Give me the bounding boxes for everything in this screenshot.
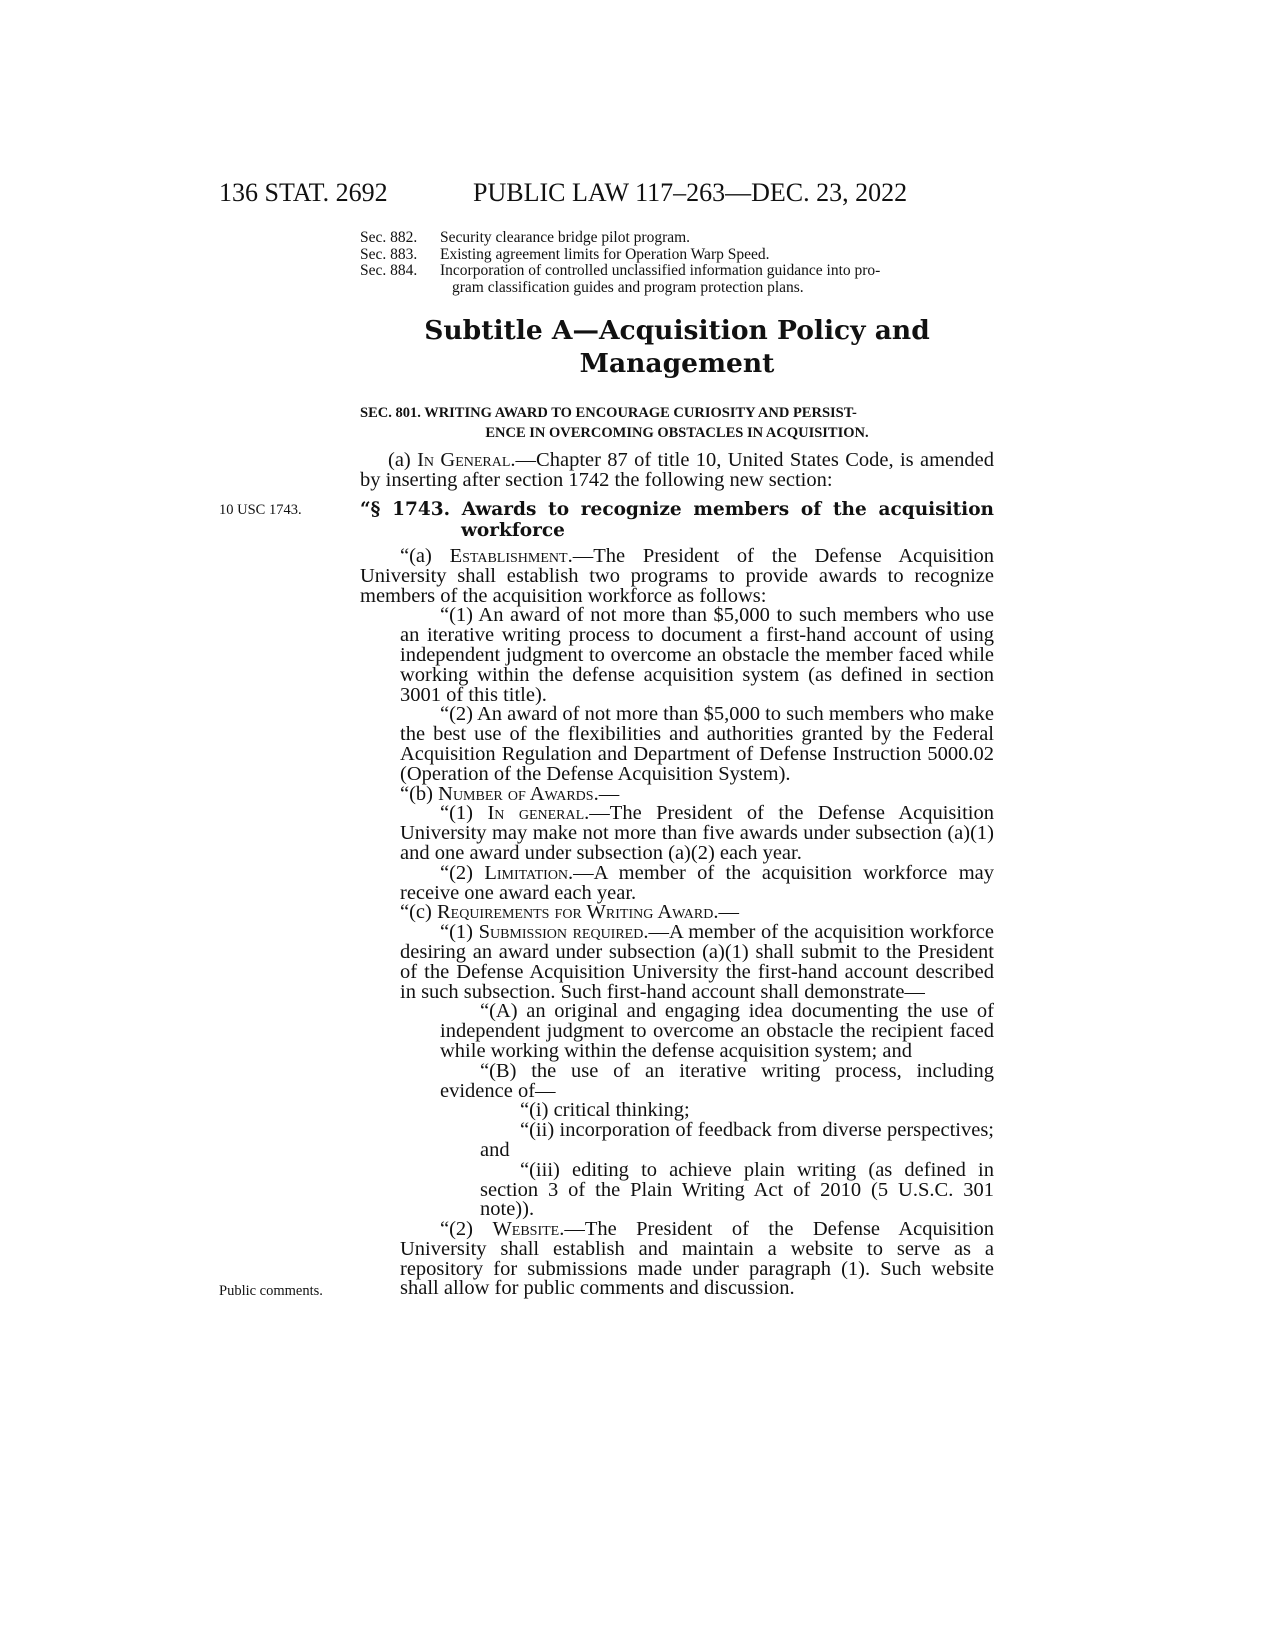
subsection-caption: In General xyxy=(417,449,511,471)
subsection-label: (a) xyxy=(388,449,418,471)
para-text: .—The President of the Defense Acquisition University shall establish two programs to provide awards to recognize members of the acquisition workforce as follows: xyxy=(360,545,994,607)
para-caption: Requirements for Writing Award xyxy=(436,901,714,924)
para-label: “(2) xyxy=(440,1218,493,1241)
para-text: .—The President of the Defense Acquisition University may make not more than five awards under subsection (a)(1) and one award under subsection (a)(2) each year. xyxy=(400,802,994,864)
toc-list xyxy=(360,230,994,296)
public-law-header: PUBLIC LAW 117–263—DEC. 23, 2022 xyxy=(473,178,908,207)
new-section-heading-line-1: “§ 1743. Awards to recognize members of the acquisition xyxy=(360,499,994,520)
para-text: .—The President of the Defense Acquisition University shall establish and maintain a website to serve as a repository for submissions made under paragraph (1). Such website shall allow for public comments and discussion. xyxy=(400,1218,994,1300)
toc-entry-continuation: gram classification guides and program protection plans. xyxy=(452,278,804,296)
new-section-heading-line-2: workforce xyxy=(461,520,565,541)
para-caption: Submission required xyxy=(478,921,644,944)
para-label: “(1) xyxy=(440,802,488,825)
subtitle-heading xyxy=(360,314,994,380)
section-body xyxy=(360,547,994,1299)
toc-sec-number: Sec. 884. xyxy=(360,262,418,279)
subsection-a-paragraph xyxy=(360,451,994,491)
para-label: “(b) xyxy=(400,782,439,805)
toc-entry xyxy=(360,247,994,264)
new-section-heading xyxy=(360,499,994,541)
para-c1-B-i: “(i) critical thinking; xyxy=(520,1099,690,1122)
subtitle-line-2: Management xyxy=(579,348,775,379)
toc-entry xyxy=(360,230,994,247)
para-label: “(a) xyxy=(400,545,450,567)
para-a-establishment xyxy=(360,547,994,606)
para-b2 xyxy=(360,861,994,904)
para-b1 xyxy=(360,804,994,863)
toc-sec-number: Sec. 883. xyxy=(360,245,418,263)
para-label: “(1) xyxy=(440,921,479,944)
para-caption: Establishment xyxy=(449,545,568,567)
para-a2: “(2) An award of not more than $5,000 to such members who make the best use of the flexibilities and authorities granted by the Federal Acquisition Regulation and Department of Defense Instruction 5000.02 (Operation of the Defense Acquisition System). xyxy=(400,703,994,785)
para-caption: In general xyxy=(487,802,585,825)
margin-note-public-comments: Public comments. xyxy=(219,1283,323,1299)
para-c1-B-ii: “(ii) incorporation of feedback from diverse perspectives; and xyxy=(480,1119,994,1161)
para-c1-B: “(B) the use of an iterative writing process, including evidence of— xyxy=(440,1059,994,1102)
toc-entry xyxy=(360,263,994,280)
margin-note-usc: 10 USC 1743. xyxy=(219,502,302,518)
para-text: .—A member of the acquisition workforce desiring an award under subsection (a)(1) shall submit to the President of the Defense Acquisition University the first-hand account described in such subsection. Such first-hand account shall demonstrate— xyxy=(400,921,994,1003)
section-heading-line-1: SEC. 801. WRITING AWARD TO ENCOURAGE CURIOSITY AND PERSIST- xyxy=(360,405,857,421)
para-caption: Number of Awards xyxy=(438,782,594,805)
para-text: .— xyxy=(713,901,739,924)
amendment-paragraph xyxy=(360,451,994,491)
para-text: .— xyxy=(593,782,620,805)
subsection-text: .—Chapter 87 of title 10, United States Code, is amended by inserting after section 1742 the following new section: xyxy=(360,449,994,491)
para-c1-A: “(A) an original and engaging idea documenting the use of independent judgment to overcome an obstacle the recipient faced while working within the defense acquisition system; and xyxy=(440,1000,994,1062)
toc-sec-title: Incorporation of controlled unclassified information guidance into pro- xyxy=(440,262,881,279)
para-label: “(2) xyxy=(440,861,485,884)
page-stat-number: 136 STAT. 2692 xyxy=(219,178,388,207)
para-c1 xyxy=(360,923,994,1002)
toc-sec-title: Security clearance bridge pilot program. xyxy=(440,229,691,246)
para-text: .—A member of the acquisition workforce may receive one award each year. xyxy=(400,861,994,904)
para-a1: “(1) An award of not more than $5,000 to such members who use an iterative writing process to document a first-hand account of using independent judgment to overcome an obstacle the member faced while working within the defense acquisition system (as defined in section 3001 of this title). xyxy=(400,604,994,706)
para-c1-B-iii: “(iii) editing to achieve plain writing (as defined in section 3 of the Plain Writing Act of 2010 (5 U.S.C. 301 note)). xyxy=(480,1158,994,1221)
para-label: “(c) xyxy=(400,901,437,924)
section-heading-line-2: ENCE IN OVERCOMING OBSTACLES IN ACQUISITION. xyxy=(485,425,869,441)
toc-sec-number: Sec. 882. xyxy=(360,229,418,246)
toc-sec-title: Existing agreement limits for Operation Warp Speed. xyxy=(440,245,770,263)
para-caption: Website xyxy=(492,1218,560,1241)
section-heading xyxy=(360,403,994,443)
subtitle-line-1: Subtitle A—Acquisition Policy and xyxy=(424,315,930,346)
para-c2-website xyxy=(360,1220,994,1299)
para-caption: Limitation xyxy=(484,861,569,884)
